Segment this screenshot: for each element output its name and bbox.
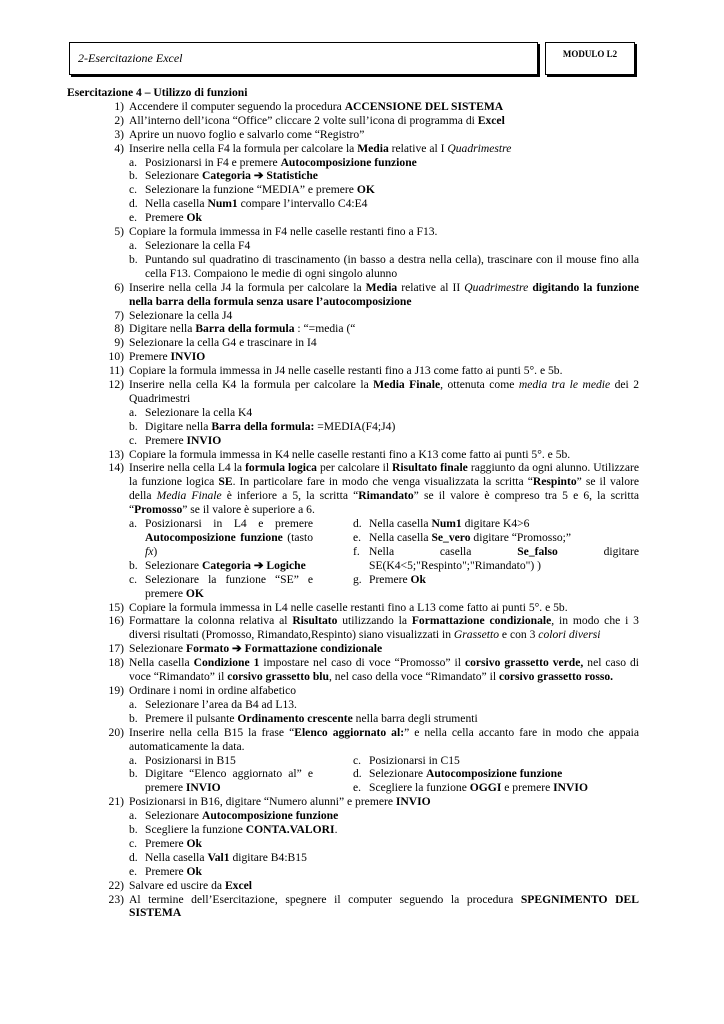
substep-letter: d.	[353, 517, 362, 531]
document-body	[67, 86, 639, 920]
substep-bold: Autocomposizione funzione	[145, 531, 283, 544]
step-text: , in modo che i 3 diversi risultati (Promosso, Rimandato,Respinto) siano visualizzati in	[129, 614, 639, 642]
substep-bold: Ok	[186, 211, 202, 225]
step-bold: corsivo grassetto blu	[227, 670, 329, 684]
step-13	[67, 448, 639, 462]
substep-columns	[67, 517, 639, 600]
step-bold: INVIO	[395, 795, 431, 809]
step-bold: Media Finale	[373, 378, 441, 392]
step-text: Inserire nella cella K4 la formula per calcolare la	[129, 378, 374, 392]
substep-text: digitare B4:B15	[229, 850, 307, 864]
substep	[67, 169, 639, 183]
substep-letter: c.	[353, 753, 362, 767]
substep-bold: Num1	[207, 197, 238, 211]
step-22	[67, 879, 639, 893]
step-text: e con 3	[499, 628, 539, 642]
step-number: 3)	[114, 127, 124, 141]
substep-letter: e.	[353, 781, 362, 795]
substep-letter: a.	[129, 517, 138, 531]
step-number: 7)	[114, 308, 124, 322]
substep-bold: INVIO	[553, 781, 588, 795]
substep-letter: b.	[129, 767, 138, 781]
substep-text: e premere	[501, 781, 554, 795]
substep-letter: a.	[129, 238, 138, 252]
step-text: ” se il valore è superiore a 6.	[182, 503, 315, 517]
doc-title: Esercitazione 4 – Utilizzo di funzioni	[67, 86, 248, 99]
step-bold: corsivo grassetto rosso.	[498, 670, 614, 684]
substep-letter: a.	[129, 155, 138, 169]
substep-text: Premere	[369, 572, 411, 586]
substep-letter: d.	[129, 850, 138, 864]
substep	[67, 211, 639, 225]
substep-letter: a.	[129, 405, 138, 419]
substep-text: Posizionarsi in C15	[369, 753, 460, 767]
step-text: impostare nel caso di voce “Promosso” il	[259, 656, 465, 670]
substep-letter: b.	[129, 169, 138, 183]
substep-bold: Autocomposizione funzione	[201, 809, 339, 823]
substep-text: compare l’intervallo C4:E4	[237, 197, 368, 211]
substep	[353, 517, 639, 531]
step-number: 20)	[108, 725, 124, 739]
step-text: Selezionare la cella J4	[129, 308, 233, 322]
step-italic: Media Finale	[156, 489, 222, 503]
step-text: All’interno dell’icona “Office” cliccare 2 volte sull’icona di programma di	[129, 113, 478, 127]
substep-text: Premere	[145, 864, 187, 878]
substep	[67, 712, 639, 726]
step-bold: Media	[357, 141, 389, 155]
step-text: Copiare la formula immessa in K4 nelle caselle restanti fino a K13 come fatto ai punti 5°. e 5b.	[129, 447, 571, 461]
step-number: 13)	[108, 447, 124, 461]
step-12	[67, 378, 639, 406]
substep-bold: Num1	[431, 517, 462, 531]
step-text: ” se il valore della	[129, 475, 639, 503]
step-bold: Promosso	[134, 503, 183, 517]
substep	[67, 434, 639, 448]
substep-text: (tasto	[282, 531, 313, 544]
step-2	[67, 114, 639, 128]
step-number: 23)	[108, 892, 124, 906]
step-bold: corsivo grassetto verde,	[464, 656, 584, 670]
step-number: 4)	[114, 141, 124, 155]
step-number: 1)	[114, 99, 124, 113]
substep-bold: Autocomposizione funzione	[280, 155, 417, 169]
step-bold: Barra della formula	[195, 322, 295, 336]
substep-bold: Val1	[207, 850, 230, 864]
step-bold: INVIO	[170, 350, 206, 364]
step-text: Accendere il computer seguendo la procedura	[129, 99, 345, 113]
substep-text: Digitare nella	[145, 419, 212, 433]
substep-bold: Ok	[186, 864, 202, 878]
step-21	[67, 795, 639, 809]
substep-text: Nella casella	[145, 197, 208, 211]
substep	[67, 754, 313, 768]
substep-bold: Se_vero	[431, 531, 471, 544]
substep-text: Selezionare la funzione “MEDIA” e premere	[145, 183, 357, 197]
substep-text: digitare “Promosso;”	[470, 531, 571, 544]
substep-text: Selezionare la cella F4	[145, 238, 251, 252]
step-bold: Condizione 1	[193, 656, 260, 670]
step-number: 19)	[108, 683, 124, 697]
step-text: Premere	[129, 350, 171, 364]
substep-bold: Se_falso	[517, 544, 558, 558]
substep-text: Nella casella	[369, 517, 432, 531]
substep-text: Puntando sul quadratino di trascinamento (in basso a destra nella cella), trascinare con il mouse fino alla cella F13. Compaiono le medie di ogni singolo alunno	[145, 252, 639, 280]
step-number: 17)	[108, 642, 124, 656]
substep-columns	[67, 754, 639, 796]
substep-letter: b.	[129, 558, 138, 572]
step-bold: Formato ➔ Formattazione condizionale	[185, 642, 383, 656]
step-text: relative al I	[388, 141, 448, 155]
step-bold: Respinto	[532, 475, 577, 489]
substep-text: Nella casella	[369, 544, 518, 558]
substep	[67, 767, 313, 795]
substep-bold: INVIO	[185, 781, 221, 795]
substep-bold: OK	[185, 586, 204, 600]
substep-text: digitare SE(K4<5;"Respinto";"Rimandato") )	[369, 544, 639, 572]
substep-text: Scegliere la funzione	[369, 781, 470, 795]
step-number: 5)	[114, 225, 124, 239]
substep-letter: d.	[353, 767, 362, 781]
step-1	[67, 100, 639, 114]
substep-text: Scegliere la funzione	[145, 823, 246, 837]
step-number: 21)	[108, 795, 124, 809]
substep-bold: INVIO	[186, 433, 222, 447]
substep-letter: a.	[129, 697, 138, 711]
step-number: 16)	[108, 614, 124, 628]
step-number: 15)	[108, 600, 124, 614]
substep-bold: Autocomposizione funzione	[425, 767, 563, 781]
step-text: Inserire nella cella J4 la formula per calcolare la	[129, 280, 366, 294]
step-text: Inserire nella cella L4 la	[129, 461, 246, 475]
step-text: . In particolare fare in modo che venga visualizzata la scritta “	[232, 475, 533, 489]
substep	[353, 531, 639, 545]
substep	[67, 851, 639, 865]
step-text: Selezionare la cella G4 e trascinare in I4	[129, 336, 317, 350]
step-number: 2)	[114, 113, 124, 127]
step-italic: colori diversi	[538, 628, 601, 642]
step-4	[67, 142, 639, 156]
substep	[353, 545, 639, 573]
step-text: Inserire nella cella B15 la frase “	[129, 725, 295, 739]
module-label: MODULO L2	[562, 49, 618, 59]
step-text: Al termine dell’Esercitazione, spegnere il computer seguendo la procedura	[129, 892, 521, 906]
step-bold: Formattazione condizionale	[411, 614, 552, 628]
substep	[67, 406, 639, 420]
step-italic: Quadrimestre	[464, 280, 529, 294]
step-text: Inserire nella cella F4 la formula per calcolare la	[129, 141, 358, 155]
substep-text: Selezionare l’area da B4 ad L13.	[145, 697, 297, 711]
substep-letter: b.	[129, 711, 138, 725]
substep-letter: c.	[129, 572, 138, 586]
step-number: 6)	[114, 280, 124, 294]
step-text: Selezionare	[129, 642, 186, 656]
substep-text: Premere	[145, 211, 187, 225]
step-bold: Elenco aggiornato al:	[294, 725, 405, 739]
substep-letter: c.	[129, 183, 138, 197]
substep-bold: OGGI	[469, 781, 502, 795]
step-14	[67, 461, 639, 517]
substep-text: digitare K4>6	[461, 517, 530, 531]
header-title: 2-Esercitazione Excel	[78, 50, 183, 65]
substep-text: Posizionarsi in B15	[145, 753, 236, 767]
substep-text: .	[334, 823, 338, 837]
substep-letter: c.	[129, 433, 138, 447]
substep-bold: Categoria ➔ Statistiche	[201, 169, 318, 183]
step-italic: Grassetto	[453, 628, 500, 642]
step-number: 12)	[108, 378, 124, 392]
substep-letter: b.	[129, 252, 138, 266]
step-11	[67, 364, 639, 378]
substep	[67, 823, 639, 837]
substep-text: Nella casella	[369, 531, 432, 544]
step-number: 11)	[108, 364, 124, 378]
substep-text: Selezionare	[145, 558, 202, 572]
fx-symbol: fx	[145, 544, 154, 558]
step-text: per calcolare il	[316, 461, 393, 475]
substep-bold: CONTA.VALORI	[245, 823, 335, 837]
substep	[67, 573, 313, 601]
step-bold: Risultato finale	[392, 461, 468, 475]
step-text: Salvare ed uscire da	[129, 878, 225, 892]
substep-bold: Barra della formula:	[211, 419, 315, 433]
substep	[67, 420, 639, 434]
substep-text: Posizionarsi in L4 e premere	[145, 517, 313, 531]
step-bold: Rimandato	[358, 489, 414, 503]
substep-letter: d.	[129, 197, 138, 211]
substep-letter: b.	[129, 419, 138, 433]
substep-text: Selezionare la cella K4	[145, 405, 253, 419]
step-text: Posizionarsi in B16, digitare “Numero alunni” e premere	[129, 795, 396, 809]
step-number: 10)	[108, 350, 124, 364]
step-10	[67, 350, 639, 364]
substep-text: )	[153, 544, 158, 558]
step-number: 22)	[108, 878, 124, 892]
step-bold: ACCENSIONE DEL SISTEMA	[344, 99, 504, 113]
substep-bold: Ok	[410, 572, 426, 586]
step-text: ” e nella cella accanto fare in modo che appaia automaticamente la data.	[129, 725, 639, 753]
step-text: : “=media (“	[294, 322, 356, 336]
substep-text: Selezionare	[145, 809, 202, 823]
substep-letter: g.	[353, 572, 362, 586]
step-3	[67, 128, 639, 142]
substep-column-left	[67, 517, 353, 600]
step-text: Copiare la formula immessa in J4 nelle caselle restanti fino a J13 come fatto ai punti 5°. e 5b.	[129, 364, 563, 378]
step-number: 8)	[114, 322, 124, 336]
substep	[67, 239, 639, 253]
substep-text: Digitare “Elenco aggiornato al” e premere	[145, 767, 313, 795]
substep-text: Selezionare	[369, 767, 426, 781]
substep	[353, 781, 639, 795]
substep	[67, 865, 639, 879]
substep	[67, 183, 639, 197]
step-text: Formattare la colonna relativa al	[129, 614, 293, 628]
step-text: raggiunto da ogni alunno. Utilizzare la funzione logica	[129, 461, 639, 489]
step-text: dei 2 Quadrimestri	[129, 378, 640, 405]
step-20	[67, 726, 639, 754]
substep-letter: a.	[129, 809, 138, 823]
substep	[67, 517, 313, 559]
step-text: ” se il valore è compreso tra 5 e 6, la scritta “	[129, 489, 639, 517]
substep-text: Posizionarsi in F4 e premere	[145, 155, 281, 169]
substep-text: Premere	[145, 836, 187, 850]
substep-bold: Ok	[186, 836, 202, 850]
step-number: 14)	[108, 461, 124, 475]
substep-text: Selezionare la funzione “SE” e premere	[145, 572, 313, 600]
substep	[67, 197, 639, 211]
step-italic: media tra le medie	[518, 378, 611, 392]
substep-column-right	[353, 517, 639, 600]
step-text: relative al II	[397, 280, 465, 294]
substep	[353, 767, 639, 781]
substep-bold: Ordinamento crescente	[237, 711, 353, 725]
step-bold: digitando la funzione nella barra della formula senza usare l’autocomposizione	[129, 280, 639, 308]
step-italic: Quadrimestre	[447, 141, 512, 155]
substep-text: Premere il pulsante	[145, 711, 238, 725]
substep	[67, 837, 639, 851]
step-text: Ordinare i nomi in ordine alfabetico	[129, 683, 297, 697]
substep-letter: e.	[353, 531, 362, 544]
step-bold: SPEGNIMENTO DEL SISTEMA	[129, 892, 639, 920]
step-bold: formula logica	[245, 461, 317, 475]
header-title-box	[69, 42, 538, 75]
substep	[353, 754, 639, 768]
substep-bold: Categoria ➔ Logiche	[201, 558, 306, 572]
substep-letter: a.	[129, 753, 138, 767]
step-17	[67, 642, 639, 656]
step-7	[67, 309, 639, 323]
substep-text: Premere	[145, 433, 187, 447]
step-bold: SE	[218, 475, 233, 489]
substep-letter: f.	[353, 544, 360, 558]
step-text: Copiare la formula immessa in L4 nelle caselle restanti fino a L13 come fatto ai punti 5°. e 5b.	[129, 600, 568, 614]
substep-column-left	[67, 754, 353, 796]
step-number: 9)	[114, 336, 124, 350]
substep-text: nella barra degli strumenti	[352, 711, 478, 725]
step-16	[67, 614, 639, 642]
module-box	[545, 42, 635, 75]
substep	[67, 253, 639, 281]
step-23	[67, 893, 639, 921]
substep	[67, 698, 639, 712]
step-9	[67, 336, 639, 350]
step-bold: Excel	[224, 878, 252, 892]
step-text: utilizzando la	[337, 614, 412, 628]
substep-letter: e.	[129, 864, 138, 878]
substep	[353, 573, 639, 587]
substep-letter: e.	[129, 211, 138, 225]
step-bold: Media	[365, 280, 398, 294]
step-text: , ottenuta come	[440, 378, 519, 392]
step-text: Digitare nella	[129, 322, 196, 336]
step-bold: Excel	[477, 113, 505, 127]
step-text: nel caso di voce “Rimandato” il	[129, 656, 639, 684]
step-number: 18)	[108, 656, 124, 670]
step-text: è inferiore a 5, la scritta “	[221, 489, 359, 503]
step-18	[67, 656, 639, 684]
step-text: Nella casella	[129, 656, 194, 670]
step-text: , nel caso della voce “Rimandato” il	[328, 670, 499, 684]
substep-column-right	[353, 754, 639, 796]
substep-letter: c.	[129, 836, 138, 850]
step-text: Copiare la formula immessa in F4 nelle caselle restanti fino a F13.	[129, 225, 438, 239]
step-bold: Risultato	[292, 614, 338, 628]
step-8	[67, 322, 639, 336]
substep-text: Nella casella	[145, 850, 208, 864]
step-15	[67, 601, 639, 615]
substep	[67, 809, 639, 823]
step-6	[67, 281, 639, 309]
substep	[67, 559, 313, 573]
step-5	[67, 225, 639, 239]
substep-letter: b.	[129, 823, 138, 837]
substep-text: =MEDIA(F4;J4)	[314, 419, 396, 433]
substep-text: Selezionare	[145, 169, 202, 183]
step-19	[67, 684, 639, 698]
step-text: Aprire un nuovo foglio e salvarlo come “Registro”	[129, 127, 365, 141]
substep	[67, 156, 639, 170]
substep-bold: OK	[356, 183, 375, 197]
